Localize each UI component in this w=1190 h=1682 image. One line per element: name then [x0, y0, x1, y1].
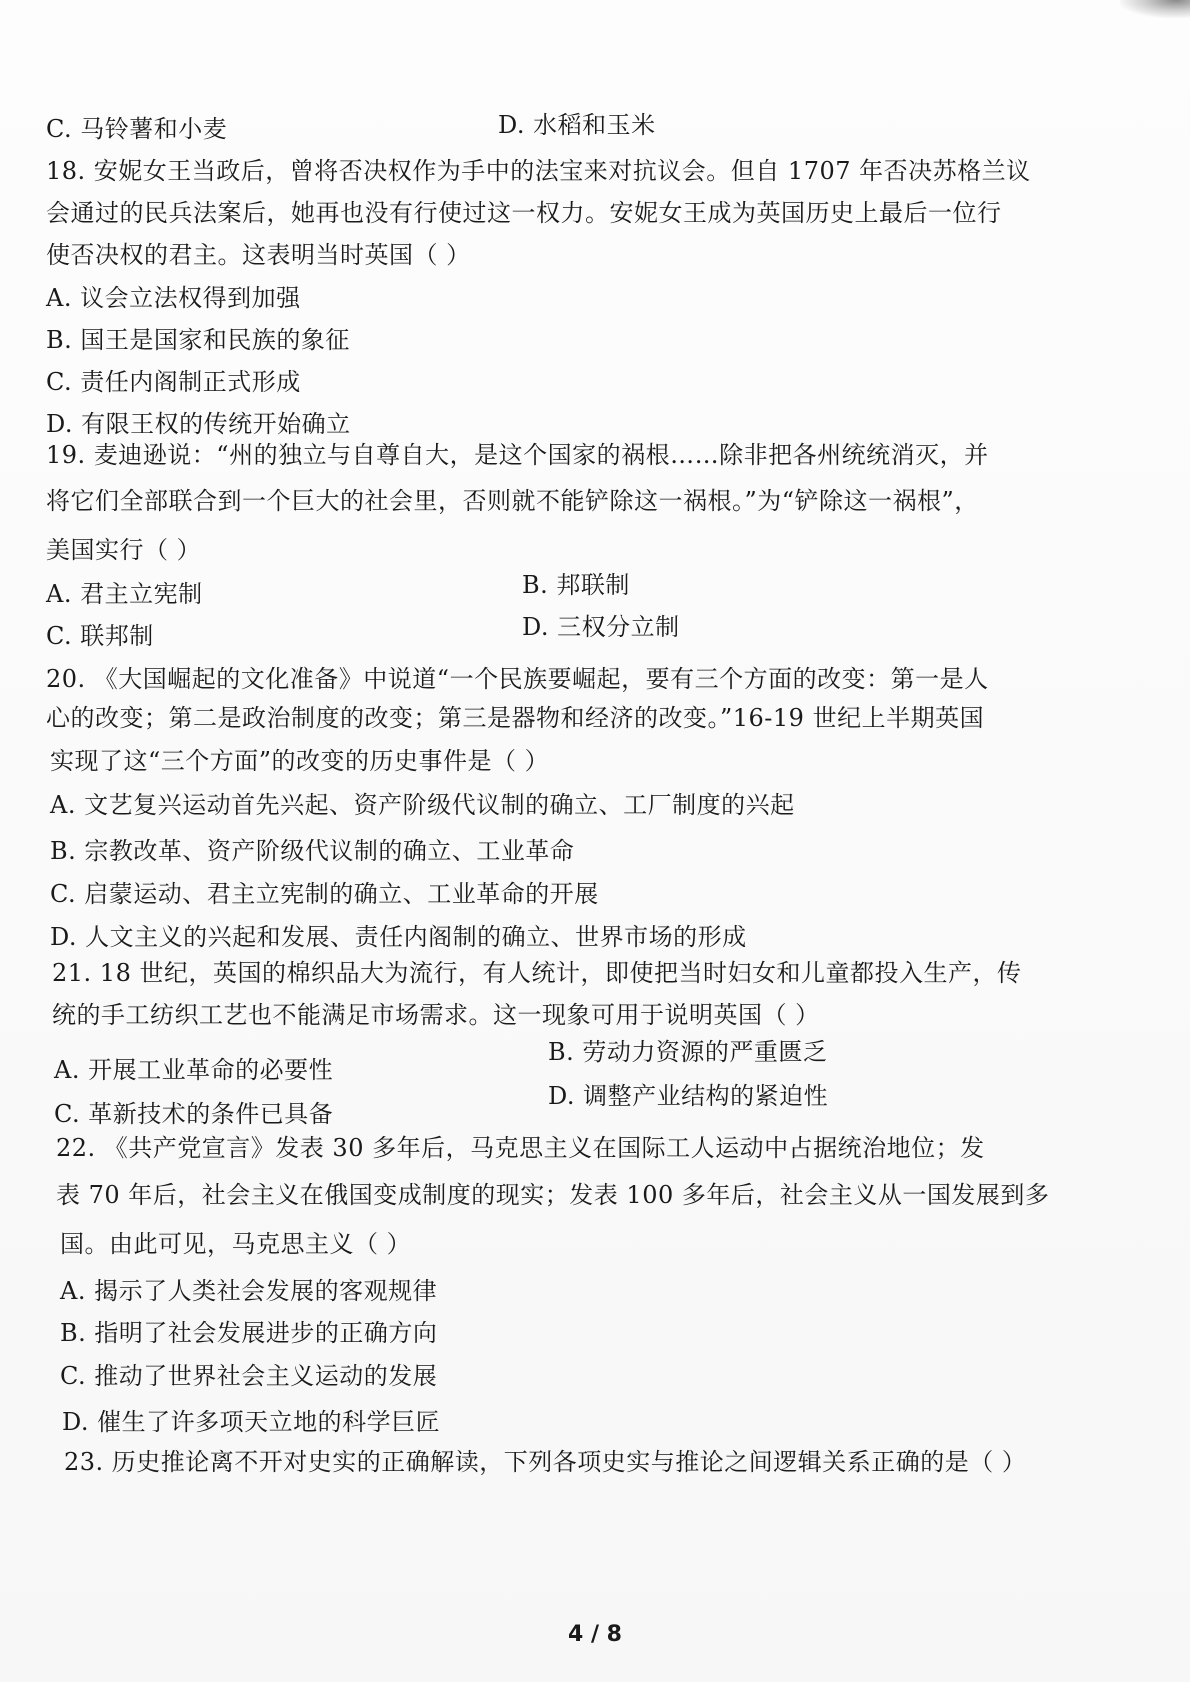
q17-option-c: C. 马铃薯和小麦: [46, 115, 228, 143]
q19-stem-line-1: 19. 麦迪逊说：“州的独立与自尊自大，是这个国家的祸根……除非把各州统统消灭，并: [46, 441, 989, 469]
q18-option-c: C. 责任内阁制正式形成: [46, 368, 301, 396]
q20-option-b: B. 宗教改革、资产阶级代议制的确立、工业革命: [50, 837, 575, 865]
q22-stem-line-1: 22. 《共产党宣言》发表 30 多年后，马克思主义在国际工人运动中占据统治地位；发: [56, 1134, 985, 1162]
q18-option-b: B. 国王是国家和民族的象征: [46, 326, 350, 354]
q21-stem-line-2: 统的手工纺织工艺也不能满足市场需求。这一现象可用于说明英国（ ）: [52, 1001, 820, 1029]
q18-option-a: A. 议会立法权得到加强: [46, 284, 301, 312]
q20-stem-line-2: 心的改变；第二是政治制度的改变；第三是器物和经济的改变。”16-19 世纪上半期英国: [46, 704, 985, 732]
q19-stem-line-3: 美国实行（ ）: [46, 536, 202, 564]
q22-stem-line-2: 表 70 年后，社会主义在俄国变成制度的现实；发表 100 多年后，社会主义从一国发展到多: [56, 1181, 1050, 1209]
q19-stem-line-2: 将它们全部联合到一个巨大的社会里，否则就不能铲除这一祸根。”为“铲除这一祸根”，: [46, 487, 979, 515]
q21-stem-line-1: 21. 18 世纪，英国的棉织品大为流行，有人统计，即使把当时妇女和儿童都投入生产，传: [52, 959, 1022, 987]
q22-option-a: A. 揭示了人类社会发展的客观规律: [60, 1277, 438, 1305]
q20-option-a: A. 文艺复兴运动首先兴起、资产阶级代议制的确立、工厂制度的兴起: [50, 791, 795, 819]
q23-stem-line-1: 23. 历史推论离不开对史实的正确解读，下列各项史实与推论之间逻辑关系正确的是（ ）: [64, 1448, 1027, 1476]
page-number: 4 / 8: [568, 1622, 622, 1647]
q22-option-d: D. 催生了许多项天立地的科学巨匠: [62, 1408, 441, 1436]
q19-option-a: A. 君主立宪制: [46, 580, 203, 608]
q19-option-c: C. 联邦制: [46, 622, 154, 650]
q21-option-d: D. 调整产业结构的紧迫性: [548, 1082, 829, 1110]
q18-stem-line-2: 会通过的民兵法案后，她再也没有行使过这一权力。安妮女王成为英国历史上最后一位行: [46, 199, 1002, 227]
q22-option-c: C. 推动了世界社会主义运动的发展: [60, 1362, 438, 1390]
q22-stem-line-3: 国。由此可见，马克思主义（ ）: [60, 1230, 412, 1258]
q20-option-c: C. 启蒙运动、君主立宪制的确立、工业革命的开展: [50, 880, 599, 908]
q22-option-b: B. 指明了社会发展进步的正确方向: [60, 1319, 438, 1347]
q18-stem-line-3: 使否决权的君主。这表明当时英国（ ）: [46, 241, 471, 269]
scan-smudge: [1120, 0, 1190, 18]
q21-option-b: B. 劳动力资源的严重匮乏: [548, 1038, 828, 1066]
q20-stem-line-3: 实现了这“三个方面”的改变的历史事件是（ ）: [50, 747, 550, 775]
q20-option-d: D. 人文主义的兴起和发展、责任内阁制的确立、世界市场的形成: [50, 923, 747, 951]
q19-option-d: D. 三权分立制: [522, 613, 680, 641]
q21-option-c: C. 革新技术的条件已具备: [54, 1100, 334, 1128]
q18-stem-line-1: 18. 安妮女王当政后，曾将否决权作为手中的法宝来对抗议会。但自 1707 年否决苏格兰议: [46, 157, 1031, 185]
q19-option-b: B. 邦联制: [522, 571, 630, 599]
q21-option-a: A. 开展工业革命的必要性: [54, 1056, 334, 1084]
q17-option-d: D. 水稻和玉米: [498, 111, 656, 139]
q20-stem-line-1: 20. 《大国崛起的文化准备》中说道“一个民族要崛起，要有三个方面的改变：第一是人: [46, 665, 989, 693]
q18-option-d: D. 有限王权的传统开始确立: [46, 410, 351, 438]
